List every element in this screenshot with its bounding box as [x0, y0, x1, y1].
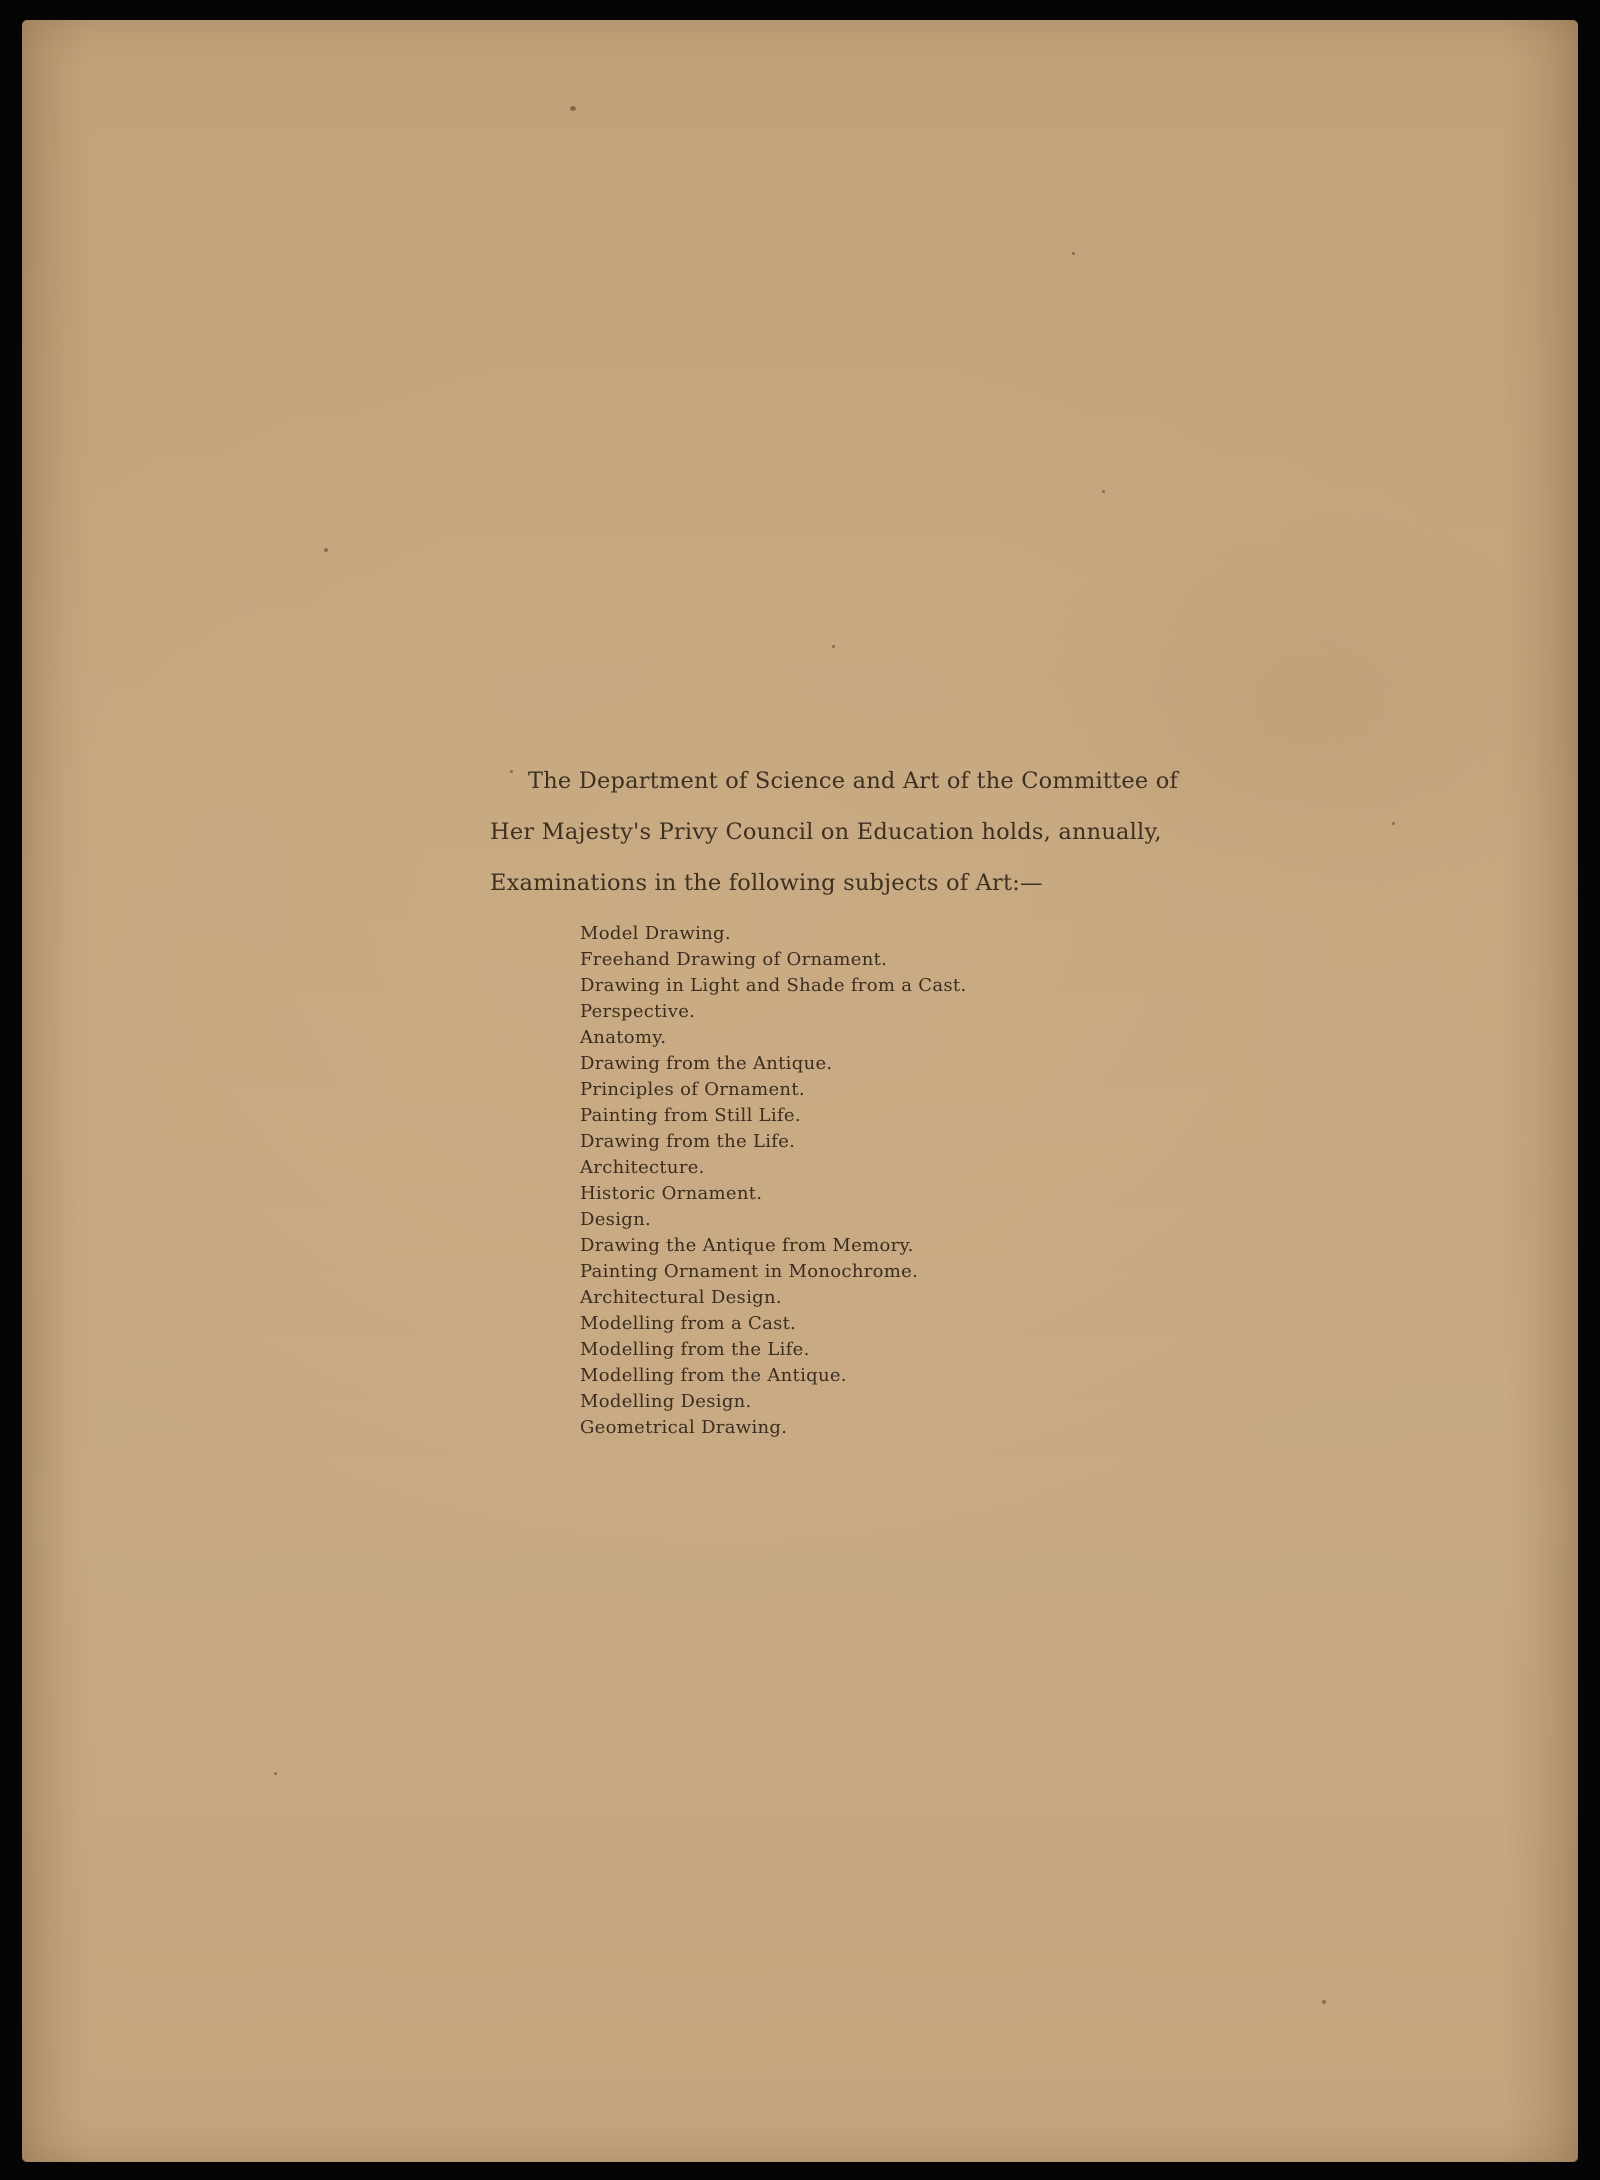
paper-speck	[324, 548, 328, 552]
subject-item: Modelling from the Life.	[580, 1339, 810, 1360]
subject-item: Painting from Still Life.	[580, 1105, 801, 1126]
subject-item: Drawing in Light and Shade from a Cast.	[580, 975, 967, 996]
subject-item: Drawing from the Antique.	[580, 1053, 833, 1074]
subject-item: Drawing the Antique from Memory.	[580, 1235, 914, 1256]
paper-speck	[570, 106, 576, 111]
intro-line: The Department of Science and Art of the Committee of	[528, 768, 1179, 794]
subject-item: Modelling from the Antique.	[580, 1365, 847, 1386]
subject-item: Perspective.	[580, 1001, 696, 1022]
subject-item: Architecture.	[580, 1157, 705, 1178]
subject-item: Modelling Design.	[580, 1391, 752, 1412]
subject-item: Freehand Drawing of Ornament.	[580, 949, 888, 970]
subjects-list	[580, 921, 966, 1441]
paper-speck	[274, 1772, 277, 1775]
paper-speck	[1102, 490, 1105, 493]
paper-speck	[832, 645, 835, 648]
paper-speck	[1392, 822, 1395, 825]
subject-item: Architectural Design.	[580, 1287, 782, 1308]
paper-sheet	[22, 20, 1578, 2162]
subject-item: Historic Ornament.	[580, 1183, 763, 1204]
subject-item: Anatomy.	[580, 1027, 667, 1048]
subject-item: Geometrical Drawing.	[580, 1417, 788, 1438]
intro-paragraph	[490, 756, 1190, 909]
subject-item: Drawing from the Life.	[580, 1131, 796, 1152]
subject-item: Model Drawing.	[580, 923, 731, 944]
intro-line: Her Majesty's Privy Council on Education holds, annually,	[490, 819, 1162, 845]
subject-item: Modelling from a Cast.	[580, 1313, 797, 1334]
paper-speck	[1072, 252, 1075, 255]
intro-line: Examinations in the following subjects of Art:—	[490, 870, 1043, 896]
paper-speck	[1322, 2000, 1326, 2004]
subject-item: Painting Ornament in Monochrome.	[580, 1261, 919, 1282]
subject-item: Principles of Ornament.	[580, 1079, 805, 1100]
subject-item: Design.	[580, 1209, 652, 1230]
